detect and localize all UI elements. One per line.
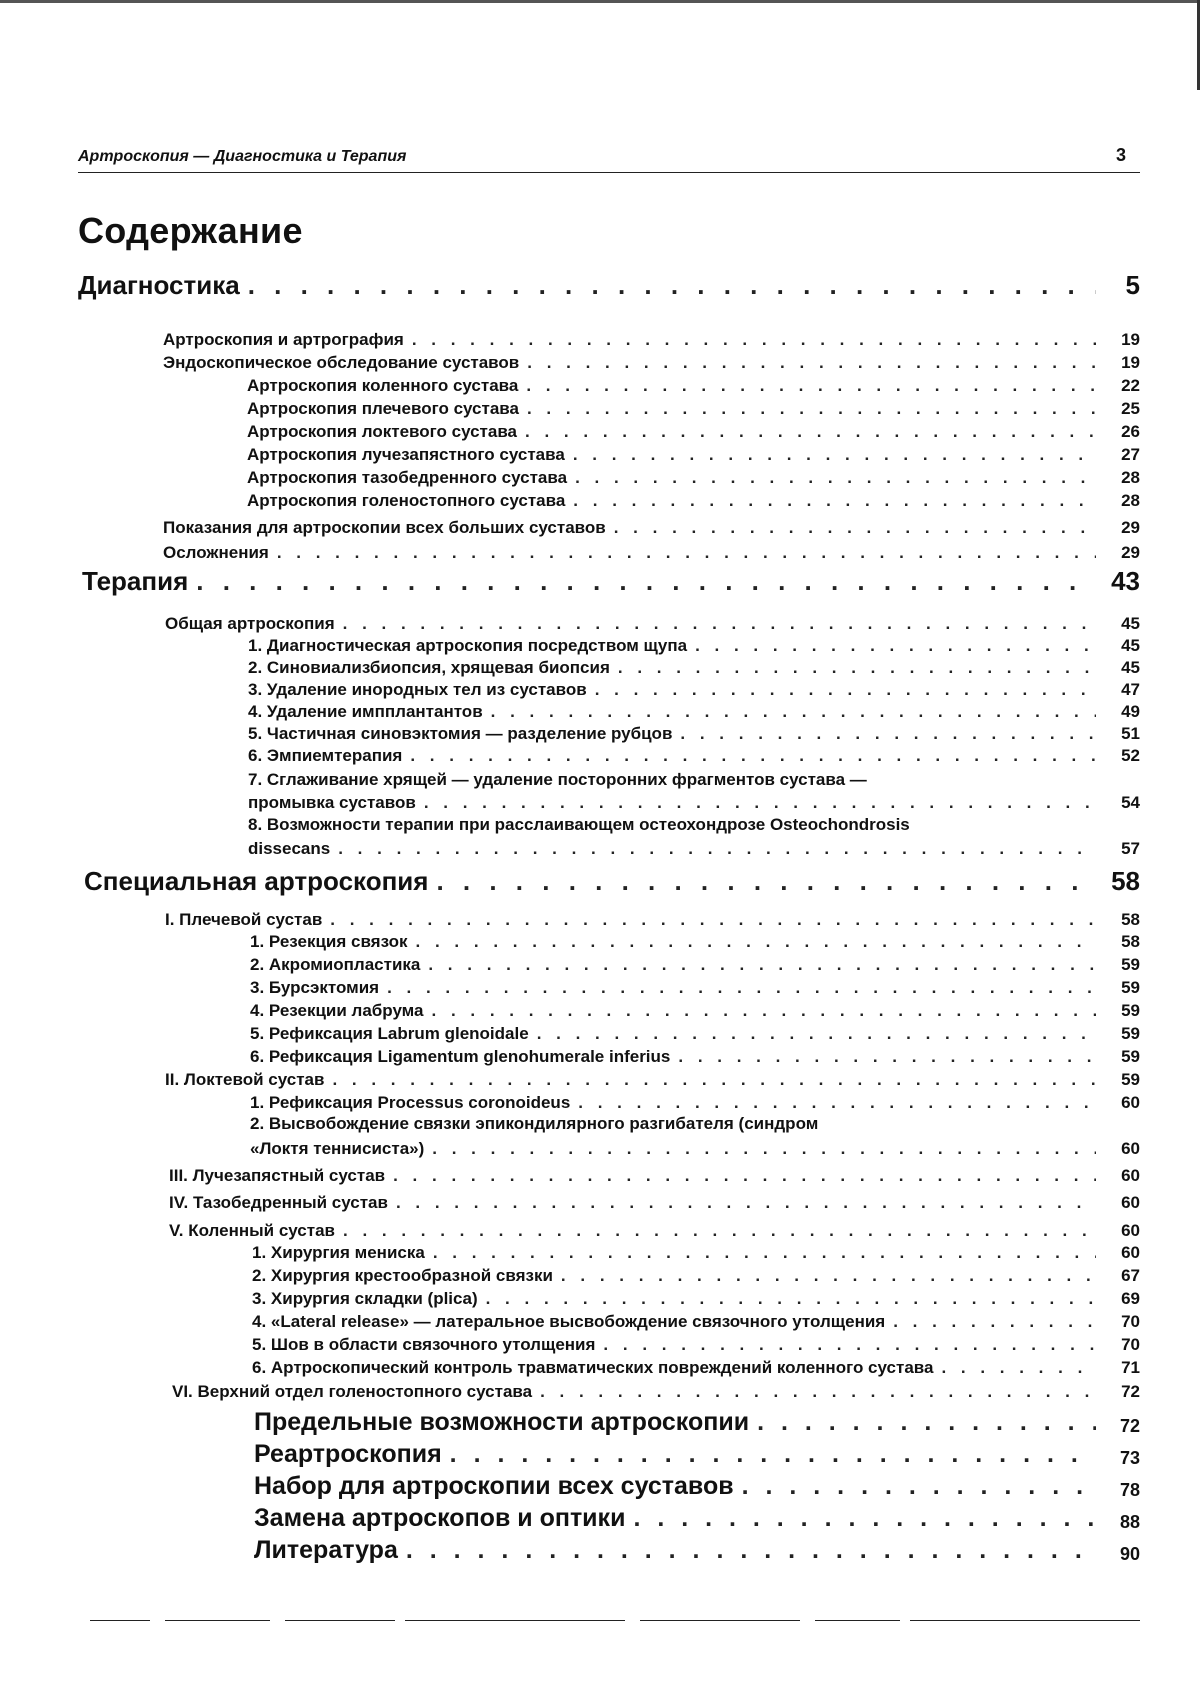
toc-page: 19 [1121, 353, 1140, 372]
toc-page: 45 [1121, 614, 1140, 633]
toc-leader-dots [387, 978, 1096, 998]
toc-entry-title: Общая артроскопия [165, 614, 335, 633]
toc-entry [250, 1024, 1140, 1044]
running-title: Артроскопия — Диагностика и Терапия [78, 148, 407, 165]
toc-leader-dots [486, 1289, 1096, 1309]
toc-entry [252, 1335, 1140, 1355]
toc-page: 88 [1119, 1512, 1140, 1532]
toc-entry-title: V. Коленный сустав [169, 1221, 335, 1240]
toc-entry [163, 543, 1140, 563]
toc-leader-dots [633, 1504, 1096, 1533]
toc-entry-title: 6. Эмпиемтерапия [248, 746, 403, 765]
toc-leader-dots [678, 1047, 1096, 1067]
toc-entry-title: Артроскопия и артрография [163, 330, 404, 349]
toc-leader-dots [428, 955, 1096, 975]
toc-page: 59 [1121, 955, 1140, 974]
toc-leader-dots [573, 445, 1096, 465]
toc-leader-dots [680, 724, 1096, 744]
toc-entry [169, 1221, 1140, 1241]
toc-entry-title: Замена артроскопов и оптики [254, 1504, 626, 1532]
toc-heading-limits [254, 1408, 1140, 1437]
toc-leader-dots [450, 1440, 1096, 1469]
toc-leader-dots [893, 1312, 1096, 1332]
toc-leader-dots [742, 1472, 1096, 1501]
toc-leader-dots [603, 1335, 1096, 1355]
toc-entry-title: Предельные возможности артроскопии [254, 1408, 750, 1436]
toc-entry [247, 399, 1140, 419]
toc-entry [247, 445, 1140, 465]
toc-entry [172, 1382, 1140, 1402]
toc-entry [250, 1093, 1140, 1113]
toc-entry-title: 2. Синовиализбиопсия, хрящевая биопсия [248, 658, 610, 677]
toc-entry [247, 468, 1140, 488]
toc-entry-title: Специальная артроскопия [84, 866, 429, 896]
toc-entry-title: 4. Резекции лабрума [250, 1001, 424, 1020]
toc-page: 19 [1121, 330, 1140, 349]
toc-entry-title: 1. Хирургия мениска [252, 1243, 425, 1262]
toc-leader-dots [527, 399, 1096, 419]
toc-leader-dots [436, 866, 1096, 897]
toc-heading-rearthroscopy [254, 1440, 1140, 1469]
footer-rule-segment [815, 1620, 900, 1621]
toc-leader-dots [343, 1221, 1096, 1241]
toc-leader-dots [424, 793, 1096, 813]
toc-entry [165, 910, 1140, 930]
toc-page: 78 [1119, 1480, 1140, 1500]
toc-leader-dots [343, 614, 1096, 634]
toc-entry-title: IV. Тазобедренный сустав [169, 1193, 388, 1212]
toc-leader-dots [595, 680, 1096, 700]
toc-heading-instrument-set [254, 1472, 1140, 1501]
toc-entry [250, 1001, 1140, 1021]
toc-leader-dots [412, 330, 1096, 350]
toc-entry [169, 1193, 1140, 1213]
toc-entry [163, 518, 1140, 538]
toc-section-diagnostics [78, 270, 1140, 301]
toc-entry [252, 1312, 1140, 1332]
toc-page: 26 [1121, 422, 1140, 441]
toc-page: 69 [1121, 1289, 1140, 1308]
toc-page: 70 [1121, 1335, 1140, 1354]
toc-leader-dots [416, 932, 1096, 952]
toc-entry-first-line: 7. Сглаживание хрящей — удаление посторонних фрагментов сустава — [248, 770, 867, 789]
toc-leader-dots [491, 702, 1096, 722]
toc-entry [250, 955, 1140, 975]
toc-page: 58 [1111, 866, 1140, 896]
footer-rule-segment [640, 1620, 800, 1621]
toc-entry-title: Терапия [82, 566, 189, 596]
toc-page: 70 [1121, 1312, 1140, 1331]
toc-entry-title: 3. Бурсэктомия [250, 978, 380, 997]
toc-entry-title: Набор для артроскопии всех суставов [254, 1472, 734, 1500]
toc-entry-title: Показания для артроскопии всех больших суставов [163, 518, 606, 537]
toc-entry [247, 422, 1140, 442]
toc-entry [248, 839, 1140, 859]
toc-entry-title: Литература [254, 1536, 398, 1564]
toc-leader-dots [575, 468, 1096, 488]
toc-entry-title: Осложнения [163, 543, 269, 562]
toc-leader-dots [332, 1070, 1096, 1090]
toc-entry-title: 2. Акромиопластика [250, 955, 421, 974]
toc-leader-dots [525, 422, 1096, 442]
toc-leader-dots [432, 1001, 1097, 1021]
toc-entry [163, 330, 1140, 350]
toc-leader-dots [406, 1536, 1096, 1565]
toc-entry-title: промывка суставов [248, 793, 416, 812]
toc-page: 72 [1121, 1382, 1140, 1401]
toc-leader-dots [561, 1266, 1096, 1286]
toc-heading-arthroscope-replacement [254, 1504, 1140, 1533]
toc-page: 60 [1121, 1093, 1140, 1112]
toc-entry [250, 932, 1140, 952]
toc-page: 22 [1121, 376, 1140, 395]
toc-entry-title: II. Локтевой сустав [165, 1070, 325, 1089]
toc-entry-title: Артроскопия коленного сустава [247, 376, 519, 395]
footer-rule-segment [405, 1620, 625, 1621]
toc-page: 72 [1119, 1416, 1140, 1436]
toc-page: 25 [1121, 399, 1140, 418]
toc-page: 5 [1125, 270, 1140, 300]
toc-page: 29 [1121, 518, 1140, 537]
toc-leader-dots [618, 658, 1096, 678]
toc-page: 60 [1121, 1139, 1140, 1158]
toc-entry-title: 1. Диагностическая артроскопия посредством щупа [248, 636, 688, 655]
toc-entry-title: 6. Артроскопический контроль травматических повреждений коленного сустава [252, 1358, 934, 1377]
toc-entry-title: Артроскопия лучезапястного сустава [247, 445, 565, 464]
footer-rule-segment [910, 1620, 1140, 1621]
toc-entry [248, 746, 1140, 766]
toc-entry [252, 1243, 1140, 1263]
toc-entry [165, 614, 1140, 634]
toc-entry-title: «Локтя теннисиста») [250, 1139, 425, 1158]
toc-page: 59 [1121, 978, 1140, 997]
toc-leader-dots [757, 1408, 1096, 1437]
toc-entry [169, 1166, 1140, 1186]
toc-page: 73 [1119, 1448, 1140, 1468]
toc-page: 45 [1121, 658, 1140, 677]
toc-entry [248, 702, 1140, 722]
toc-page: 52 [1121, 746, 1140, 765]
toc-page: 90 [1119, 1544, 1140, 1564]
toc-leader-dots [396, 1193, 1096, 1213]
toc-page: 60 [1121, 1166, 1140, 1185]
toc-entry-title: VI. Верхний отдел голеностопного сустава [172, 1382, 533, 1401]
toc-leader-dots [695, 636, 1096, 656]
toc-entry [252, 1358, 1140, 1378]
toc-entry-title: Диагностика [78, 270, 240, 300]
toc-entry-title: Реартроскопия [254, 1440, 442, 1468]
toc-leader-dots [393, 1166, 1096, 1186]
toc-entry [250, 978, 1140, 998]
toc-leader-dots [527, 353, 1096, 373]
toc-entry [252, 1289, 1140, 1309]
toc-page: 60 [1121, 1193, 1140, 1212]
toc-entry [250, 1047, 1140, 1067]
toc-page: 45 [1121, 636, 1140, 655]
toc-entry-title: 4. Удаление импплантантов [248, 702, 483, 721]
toc-page: 58 [1121, 910, 1140, 929]
toc-entry [248, 636, 1140, 656]
toc-entry-first-line: 8. Возможности терапии при расслаивающем остеохондрозе Osteochondrosis [248, 815, 910, 834]
toc-entry-title: 5. Частичная синовэктомия — разделение рубцов [248, 724, 673, 743]
footer-rule-segment [90, 1620, 150, 1621]
toc-page: 59 [1121, 1001, 1140, 1020]
toc-page: 54 [1121, 793, 1140, 812]
toc-section-special [84, 866, 1140, 897]
toc-leader-dots [614, 518, 1096, 538]
toc-page: 59 [1121, 1047, 1140, 1066]
toc-page: 59 [1121, 1024, 1140, 1043]
toc-entry [165, 1070, 1140, 1090]
toc-entry [247, 376, 1140, 396]
toc-page: 51 [1121, 724, 1140, 743]
toc-entry-title: 3. Удаление инородных тел из суставов [248, 680, 587, 699]
toc-entry [163, 353, 1140, 373]
toc-entry [248, 658, 1140, 678]
toc-leader-dots [433, 1243, 1096, 1263]
toc-page: 47 [1121, 680, 1140, 699]
toc-entry-title: Артроскопия плечевого сустава [247, 399, 519, 418]
toc-page: 59 [1121, 1070, 1140, 1089]
toc-leader-dots [537, 1024, 1096, 1044]
toc-page: 67 [1121, 1266, 1140, 1285]
toc-leader-dots [410, 746, 1096, 766]
toc-page: 58 [1121, 932, 1140, 951]
toc-page: 60 [1121, 1221, 1140, 1240]
toc-leader-dots [941, 1358, 1096, 1378]
toc-section-therapy [82, 566, 1140, 597]
toc-entry-title: dissecans [248, 839, 331, 858]
toc-leader-dots [526, 376, 1096, 396]
page-number: 3 [1115, 145, 1126, 165]
toc-heading-literature [254, 1536, 1140, 1565]
toc-entry [248, 724, 1140, 744]
toc-entry-title: Артроскопия голеностопного сустава [247, 491, 566, 510]
toc-leader-dots [248, 270, 1096, 301]
toc-leader-dots [338, 839, 1096, 859]
toc-leader-dots [196, 566, 1096, 597]
toc-entry-title: 3. Хирургия складки (plica) [252, 1289, 478, 1308]
toc-entry-title: 1. Рефиксация Processus coronoideus [250, 1093, 571, 1112]
toc-entry-title: I. Плечевой сустав [165, 910, 323, 929]
toc-leader-dots [432, 1139, 1096, 1159]
toc-entry [248, 680, 1140, 700]
toc-page: 57 [1121, 839, 1140, 858]
toc-leader-dots [573, 491, 1096, 511]
toc-entry [252, 1266, 1140, 1286]
toc-entry [250, 1139, 1140, 1159]
toc-entry-title: 2. Хирургия крестообразной связки [252, 1266, 553, 1285]
toc-leader-dots [330, 910, 1096, 930]
toc-page: 28 [1121, 491, 1140, 510]
toc-entry-first-line: 2. Высвобождение связки эпикондилярного разгибателя (синдром [250, 1114, 819, 1133]
toc-leader-dots [578, 1093, 1096, 1113]
footer-rule-segment [165, 1620, 270, 1621]
toc-entry-title: Артроскопия тазобедренного сустава [247, 468, 568, 487]
footer-rule-segment [285, 1620, 395, 1621]
toc-entry-title: 6. Рефиксация Ligamentum glenohumerale inferius [250, 1047, 671, 1066]
toc-entry [247, 491, 1140, 511]
toc-entry-title: 4. «Lateral release» — латеральное высвобождение связочного утолщения [252, 1312, 886, 1331]
toc-page: 29 [1121, 543, 1140, 562]
toc-entry-title: 5. Рефиксация Labrum glenoidale [250, 1024, 529, 1043]
toc-page: 27 [1121, 445, 1140, 464]
toc-entry [248, 793, 1140, 813]
toc-entry-title: III. Лучезапястный сустав [169, 1166, 386, 1185]
toc-entry-title: 5. Шов в области связочного утолщения [252, 1335, 596, 1354]
toc-page: 49 [1121, 702, 1140, 721]
toc-entry-title: Эндоскопическое обследование суставов [163, 353, 520, 372]
toc-page: 60 [1121, 1243, 1140, 1262]
toc-leader-dots [540, 1382, 1096, 1402]
toc-page: 28 [1121, 468, 1140, 487]
toc-leader-dots [277, 543, 1096, 563]
contents-title: Содержание [78, 210, 303, 251]
toc-entry-title: 1. Резекция связок [250, 932, 408, 951]
toc-page: 71 [1121, 1358, 1140, 1377]
toc-page: 43 [1111, 566, 1140, 596]
toc-entry-title: Артроскопия локтевого сустава [247, 422, 518, 441]
